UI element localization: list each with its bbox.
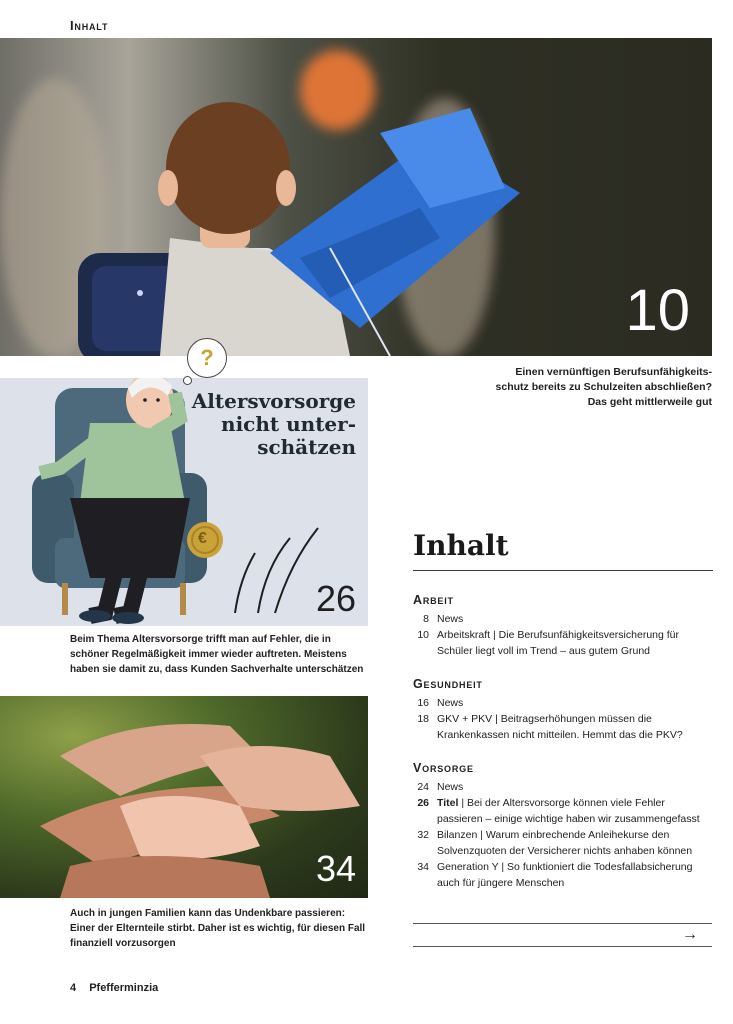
- toc-entry-page: 16: [417, 697, 429, 709]
- hands-caption: Auch in jungen Familien kann das Undenkbare passieren: Einer der Elternteile stirbt. Daher ist es wichtig, für diesen Fall finanziell vorzusorgen: [70, 908, 366, 949]
- toc-entry[interactable]: [413, 695, 713, 711]
- toc-divider: [413, 570, 713, 571]
- toc-entry-page: 34: [417, 861, 429, 873]
- toc-entry-text: Generation Y | So funktioniert die Todesfallabsicherung auch für jüngere Menschen: [437, 861, 693, 889]
- toc-entry-page: 24: [417, 781, 429, 793]
- schoolboy-illustration: [0, 38, 712, 356]
- page-number: 4: [70, 982, 77, 994]
- toc-entry-page: 10: [417, 629, 429, 641]
- toc-entry[interactable]: [413, 711, 713, 743]
- toc-entry[interactable]: [413, 859, 713, 891]
- toc-title: Inhalt: [413, 529, 509, 562]
- hands-page-number: 34: [315, 848, 356, 889]
- running-head: Inhalt: [70, 18, 109, 33]
- toc-entry-page: 18: [417, 713, 429, 725]
- toc-entry-page: 32: [417, 829, 429, 841]
- toc-entry[interactable]: [413, 779, 713, 795]
- toc-entry-text: News: [437, 781, 464, 793]
- family-hands-photo: [0, 696, 368, 898]
- coin-euro-icon: €: [198, 530, 207, 547]
- feature-title-line-2: nicht unter-: [221, 412, 356, 436]
- toc-section-gesundheit: [413, 677, 713, 743]
- hands-illustration: [0, 696, 368, 898]
- feature-title-line-1: Altersvorsorge: [191, 389, 356, 413]
- toc-entry-text: [437, 795, 713, 827]
- feature-page-number: 26: [315, 578, 356, 619]
- toc-entry-page: 8: [423, 613, 429, 625]
- toc-entry[interactable]: [413, 611, 713, 627]
- toc-entry[interactable]: [413, 627, 713, 659]
- magazine-name: Pfefferminzia: [89, 982, 159, 994]
- toc-entry-text: News: [437, 697, 464, 709]
- thought-bubble-dot-icon: [183, 376, 192, 385]
- hero-page-number: 10: [625, 278, 690, 343]
- toc-entry[interactable]: [413, 827, 713, 859]
- page-footer: [70, 982, 158, 994]
- toc-entry-text: News: [437, 613, 464, 625]
- feature-title-line-3: schätzen: [257, 435, 356, 459]
- toc-entry-cover-story[interactable]: [413, 795, 713, 827]
- toc-section-title: Arbeit: [413, 593, 454, 607]
- table-of-contents: [413, 528, 713, 909]
- toc-entry-text: Arbeitskraft | Die Berufsunfähigkeitsversicherung für Schüler liegt voll im Trend – aus gutem Grund: [437, 629, 680, 657]
- toc-section-arbeit: [413, 593, 713, 659]
- arrow-right-icon[interactable]: →: [682, 926, 698, 943]
- feature-title: [156, 390, 356, 459]
- toc-section-title: Vorsorge: [413, 761, 474, 775]
- next-page-nav[interactable]: [413, 923, 712, 947]
- toc-section-vorsorge: [413, 761, 713, 891]
- hero-caption: Einen vernünftigen Berufsunfähigkeits-schutz bereits zu Schulzeiten abschließen? Das geht mittlerweile gut: [495, 366, 712, 408]
- illustration-panel: [0, 378, 368, 626]
- toc-entry-text: GKV + PKV | Beitragserhöhungen müssen die Krankenkassen nicht mitteilen. Hemmt das die PKV?: [437, 713, 683, 741]
- toc-entry-page: 26: [417, 797, 429, 809]
- thought-bubble-icon: [187, 338, 227, 378]
- toc-entry-lead: Titel: [437, 797, 459, 809]
- toc-section-title: Gesundheit: [413, 677, 483, 691]
- toc-entry-text: Bilanzen | Warum einbrechende Anleihekurse den Solvenzquoten der Versicherer nichts anhaben können: [437, 829, 693, 857]
- hero-photo: [0, 38, 712, 356]
- toc-entry-rest: | Bei der Altersvorsorge können viele Fehler passieren – einige wichtige haben wir zusammengefasst: [437, 797, 700, 825]
- feature-caption: Beim Thema Altersvorsorge trifft man auf Fehler, die in schöner Regelmäßigkeit immer wieder auftreten. Meistens haben sie damit zu, dass Kunden Sachverhalte unterschätzen: [70, 634, 364, 675]
- question-mark-icon: ?: [200, 345, 214, 370]
